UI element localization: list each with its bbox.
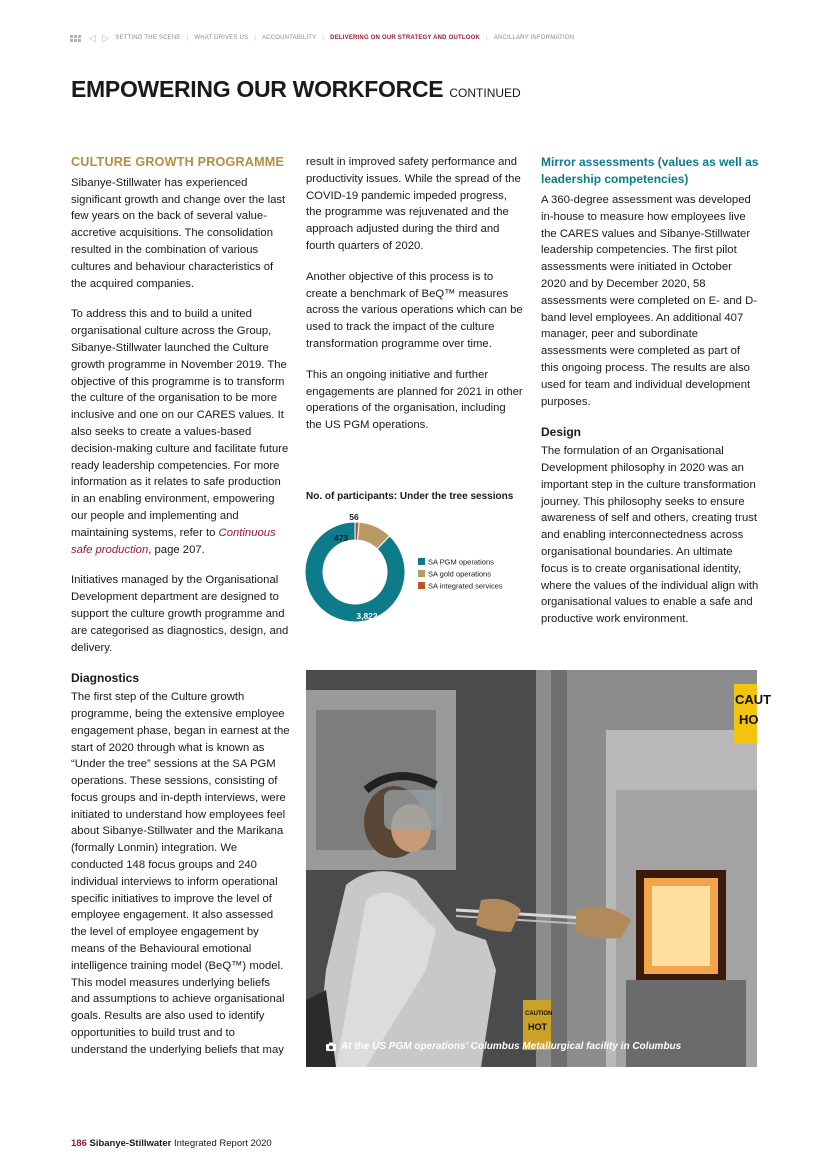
camera-icon (326, 1042, 336, 1051)
data-label: 473 (333, 533, 349, 543)
page-footer (71, 1138, 272, 1149)
chart-title: No. of participants: Under the tree sessions (306, 491, 514, 502)
paragraph: The formulation of an Organisational Development philosophy in 2020 was an important step in the culture transformation journey. This philosophy seeks to ensure awareness of self and others, creating trust and enabling interconnectedness across organisational boundaries. An ultimate focus is to create organisational identity, where the values of the individual align with organisational values to enable a safe and productive work environment. (541, 445, 759, 626)
paragraph-text: , page 207. (148, 543, 205, 556)
nav-what-drives-us[interactable]: WHAT DRIVES US (194, 35, 249, 41)
nav-separator: | (186, 35, 189, 41)
section-heading-culture: CULTURE GROWTH PROGRAMME (71, 155, 285, 169)
nav-accountability[interactable]: ACCOUNTABILITY (262, 35, 317, 41)
nav-setting-the-scene[interactable]: SETTING THE SCENE (115, 35, 181, 41)
next-page-icon[interactable]: ▷ (102, 33, 110, 43)
page-number: 186 (71, 1138, 87, 1149)
nav-delivering-on-strategy[interactable]: DELIVERING ON OUR STRATEGY AND OUTLOOK (330, 35, 480, 41)
paragraph: Sibanye-Stillwater has experienced significant growth and change over the last few years on the back of several value-accretive acquisitions. The consolidation resulted in the combination of various cultures and behaviour characteristics of the acquired companies. (71, 176, 286, 290)
caution-sign-text: HOT (528, 1022, 547, 1032)
company-name: Sibanye-Stillwater (89, 1138, 172, 1149)
legend-label: SA PGM operations (428, 557, 494, 567)
photo-caption-text: At the US PGM operations’ Columbus Metallurgical facility in Columbus (341, 1041, 682, 1052)
paragraph-text: To address this and to build a united organisational culture across the Group, Sibanye-Stillwater launched the Culture growth programme in November 2019. The objective of this programme is to transform the culture of the organisation to be more inclusive and one on our CARES values. It also seeks to create a values-based decision-making culture and facilitate future ready leadership competencies. For more information as it relates to safe production in an enabling environment, empowering our people and implementing and maintaining systems, refer to (71, 308, 289, 539)
page-title-suffix: CONTINUED (449, 86, 521, 100)
photo-caption (326, 1041, 681, 1052)
paragraph: This an ongoing initiative and further engagements are planned for 2021 in other operations of the organisation, including the US PGM operations. (306, 368, 523, 432)
legend-label: SA integrated services (428, 581, 503, 591)
nav-ancillary-information[interactable]: ANCILLARY INFORMATION (493, 35, 575, 41)
page-title (71, 76, 521, 103)
caution-sign-text: HO (739, 712, 759, 727)
diagnostics-heading: Diagnostics (71, 671, 140, 686)
prev-page-icon[interactable]: ◁ (89, 33, 97, 43)
photo-illustration (306, 670, 772, 1067)
caution-sign-text: CAUT (735, 692, 772, 707)
paragraph: result in improved safety performance and productivity issues. While the spread of the COVID-19 pandemic impeded progress, the programme was rejuvenated and the approach adjusted during the third and fourth quarters of 2020. (306, 156, 521, 252)
column-left (71, 154, 291, 1073)
column-middle (306, 154, 524, 448)
paragraph: The first step of the Culture growth programme, being the extensive employee engagement phase, began in earnest at the start of 2020 through what is known as “Under the tree” sessions at the SA PGM operations. These sessions, consisting of focus groups and in-depth interviews, were initiated to understand how employees feel about Sibanye-Stillwater and the Marikana (formally Lonmin) integration. We conducted 148 focus groups and 240 individual interviews to inform operational specific initiatives to improve the level of employee engagement. It also assessed the level of employee engagement by means of the Behavioural emotional intelligence training model (BeQ™) model. This model measures underlying beliefs and assumptions to achieve organisational goals. Results are also used to identify opportunities to build trust and to understand the underlying beliefs that may (71, 691, 290, 1056)
report-name: Integrated Report 2020 (173, 1138, 272, 1149)
nav-separator: | (254, 35, 257, 41)
continuous-safe-production-link[interactable]: Continuous safe production (71, 526, 276, 556)
participants-donut-chart (300, 505, 530, 630)
grid-icon[interactable] (70, 35, 81, 42)
page-title-text: EMPOWERING OUR WORKFORCE (71, 76, 444, 102)
facility-photo (306, 670, 772, 1067)
data-label: 56 (349, 512, 359, 522)
top-navigation (70, 34, 574, 42)
paragraph: A 360-degree assessment was developed in-house to measure how employees live the CARES values and Sibanye-Stillwater leadership competencies. The first pilot assessments were initiated in October 2020 and by December 2020, 58 assessments were completed on E- and D-band level employees. An additional 407 manager, peer and subordinate assessments were completed as part of this ongoing process. The results are also used for team and individual development purposes. (541, 194, 757, 408)
legend-label: SA gold operations (428, 569, 491, 579)
nav-separator: | (322, 35, 325, 41)
design-heading: Design (541, 425, 582, 440)
column-right (541, 154, 759, 642)
legend-swatch (418, 582, 425, 589)
paragraph (71, 306, 291, 558)
caution-sign-text: CAUTION (525, 1011, 553, 1017)
paragraph: Another objective of this process is to create a benchmark of BeQ™ measures across the various operations which can be used to track the impact of the culture transformation programme over time. (306, 270, 523, 350)
data-label: 3,822 (356, 611, 378, 621)
mirror-assessments-heading: Mirror assessments (values as well as leadership competencies) (541, 155, 759, 186)
nav-separator: | (485, 35, 488, 41)
legend-swatch (418, 570, 425, 577)
paragraph: Initiatives managed by the Organisational Development department are designed to support the culture growth programme and are categorised as diagnostics, design, and delivery. (71, 574, 289, 654)
legend-swatch (418, 558, 425, 565)
